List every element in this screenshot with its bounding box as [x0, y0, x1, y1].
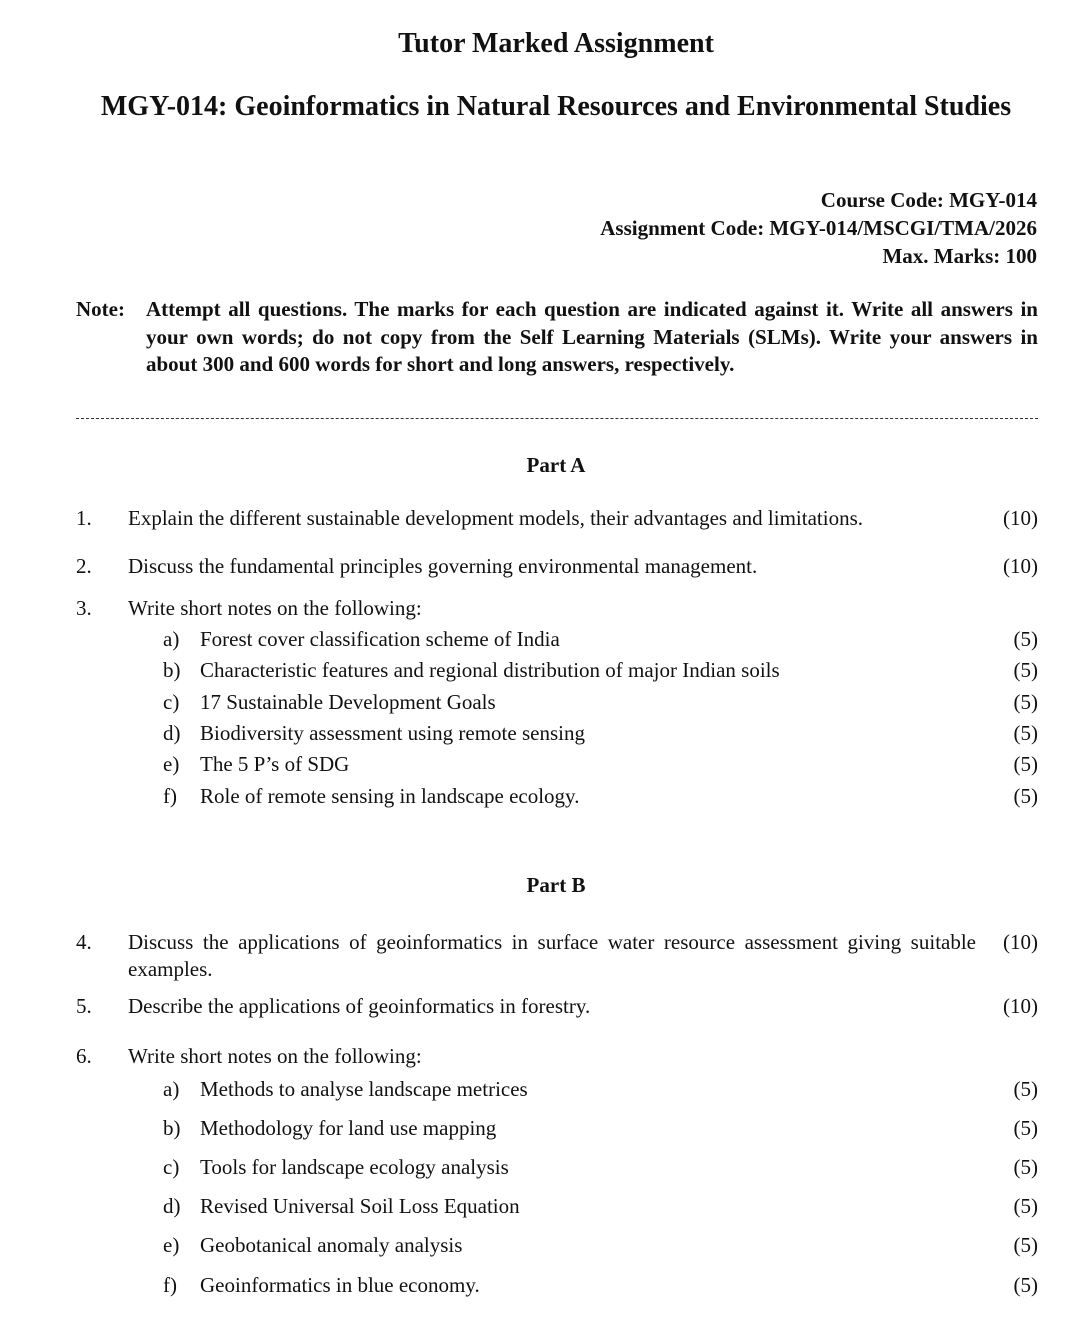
sub-text: Geobotanical anomaly analysis [200, 1233, 463, 1257]
sub-marks: (5) [1013, 1233, 1038, 1257]
question-text: Discuss the fundamental principles governing environmental management. [128, 554, 758, 578]
sub-text: Methods to analyse landscape metrices [200, 1077, 528, 1101]
sub-letter: f) [163, 784, 177, 808]
question-2 [76, 553, 1038, 580]
question-5 [76, 993, 1038, 1020]
sub-marks: (5) [1013, 1155, 1038, 1179]
question-4 [76, 929, 1038, 983]
question-text: Write short notes on the following: [128, 1044, 422, 1068]
part-a-heading: Part A [526, 453, 586, 477]
note-text: Attempt all questions. The marks for each question are indicated against it. Write all answers in your own words; do not copy from the Self Learning Materials (SLMs). Write your answers in about 300 and 600 words for short and long answers, respectively. [146, 297, 1038, 376]
question-marks: (10) [1003, 930, 1038, 954]
question-marks: (10) [1003, 554, 1038, 578]
question-number: 6. [76, 1044, 92, 1068]
sub-text: Tools for landscape ecology analysis [200, 1155, 509, 1179]
sub-text: 17 Sustainable Development Goals [200, 690, 496, 714]
sub-text: Biodiversity assessment using remote sensing [200, 721, 585, 745]
sub-letter: d) [163, 1194, 181, 1218]
document-title: Tutor Marked Assignment [398, 28, 714, 59]
sub-marks: (5) [1013, 752, 1038, 776]
sub-letter: a) [163, 1077, 180, 1101]
sub-letter: a) [163, 627, 180, 651]
sub-letter: e) [163, 1233, 180, 1257]
subquestion-3b [163, 657, 1038, 684]
sub-letter: b) [163, 658, 181, 682]
sub-text: The 5 P’s of SDG [200, 752, 350, 776]
subquestion-3a [163, 626, 1038, 653]
question-text: Write short notes on the following: [128, 596, 422, 620]
question-3 [76, 595, 1038, 622]
subquestion-6d [163, 1193, 1038, 1220]
question-marks: (10) [1003, 994, 1038, 1018]
question-number: 1. [76, 506, 92, 530]
question-marks [996, 595, 1038, 622]
sub-text: Methodology for land use mapping [200, 1116, 497, 1140]
question-number: 3. [76, 596, 92, 620]
assignment-code: Assignment Code: MGY-014/MSCGI/TMA/2026 [600, 216, 1037, 240]
question-text: Explain the different sustainable development models, their advantages and limitations. [128, 506, 863, 530]
sub-text: Role of remote sensing in landscape ecology. [200, 784, 580, 808]
sub-marks: (5) [1013, 1077, 1038, 1101]
sub-text: Geoinformatics in blue economy. [200, 1273, 480, 1297]
sub-marks: (5) [1013, 658, 1038, 682]
sub-marks: (5) [1013, 627, 1038, 651]
sub-letter: c) [163, 690, 180, 714]
course-title: MGY-014: Geoinformatics in Natural Resources and Environmental Studies [100, 91, 1012, 122]
question-marks: (10) [1003, 506, 1038, 530]
sub-marks: (5) [1013, 1194, 1038, 1218]
question-number: 2. [76, 554, 92, 578]
question-6 [76, 1043, 1038, 1070]
subquestion-6a [163, 1076, 1038, 1103]
subquestion-6e [163, 1232, 1038, 1259]
subquestion-6c [163, 1154, 1038, 1181]
question-number: 5. [76, 994, 92, 1018]
subquestion-3d [163, 720, 1038, 747]
sub-letter: b) [163, 1116, 181, 1140]
question-1 [76, 505, 1038, 532]
subquestion-6f [163, 1272, 1038, 1299]
sub-letter: f) [163, 1273, 177, 1297]
sub-marks: (5) [1013, 1273, 1038, 1297]
question-text: Discuss the applications of geoinformatics in surface water resource assessment giving suitable examples. [128, 930, 976, 981]
sub-marks: (5) [1013, 690, 1038, 714]
sub-text: Characteristic features and regional distribution of major Indian soils [200, 658, 780, 682]
subquestion-3f [163, 783, 1038, 810]
sub-marks: (5) [1013, 1116, 1038, 1140]
sub-letter: e) [163, 752, 180, 776]
sub-letter: d) [163, 721, 181, 745]
note-label: Note: [76, 297, 125, 321]
subquestion-3c [163, 689, 1038, 716]
question-number: 4. [76, 930, 92, 954]
course-code: Course Code: MGY-014 [820, 188, 1037, 212]
sub-text: Forest cover classification scheme of India [200, 627, 560, 651]
question-text: Describe the applications of geoinformatics in forestry. [128, 994, 591, 1018]
max-marks: Max. Marks: 100 [882, 244, 1037, 268]
part-b-heading: Part B [526, 873, 586, 897]
sub-text: Revised Universal Soil Loss Equation [200, 1194, 520, 1218]
sub-letter: c) [163, 1155, 180, 1179]
course-codes-block [600, 186, 1037, 270]
question-marks [996, 1043, 1038, 1070]
sub-marks: (5) [1013, 784, 1038, 808]
sub-marks: (5) [1013, 721, 1038, 745]
dashed-divider [76, 418, 1038, 419]
subquestion-6b [163, 1115, 1038, 1142]
subquestion-3e [163, 751, 1038, 778]
instructions-note [76, 296, 1038, 379]
